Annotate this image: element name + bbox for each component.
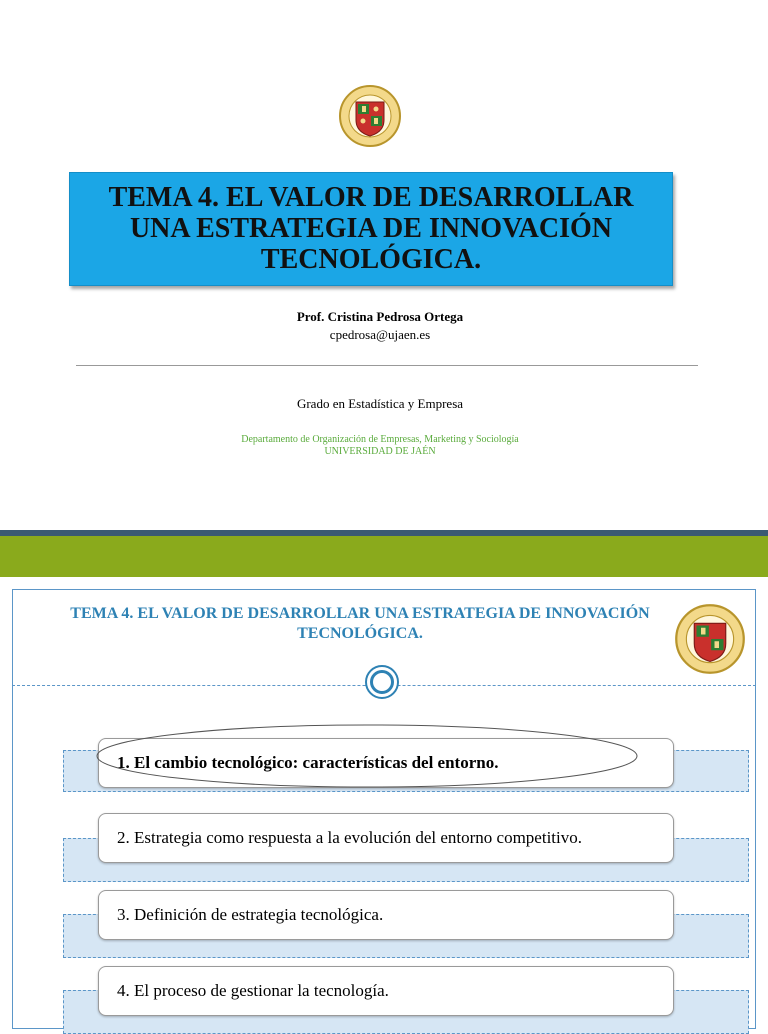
professor-email: cpedrosa@ujaen.es (329, 327, 431, 342)
outline-item-2[interactable] (98, 813, 674, 863)
degree-name: Grado en Estadística y Empresa (296, 396, 464, 411)
separator-band-green (0, 536, 768, 577)
outline-item-label: 2. Estrategia como respuesta a la evolución del entorno competitivo. (117, 828, 582, 847)
outline-item-label: 3. Definición de estrategia tecnológica. (117, 905, 384, 924)
circle-icon (365, 665, 399, 699)
slide-2-title: TEMA 4. EL VALOR DE DESARROLLAR UNA ESTRATEGIA DE INNOVACIÓN TECNOLÓGICA. (70, 605, 650, 642)
professor-name: Prof. Cristina Pedrosa Ortega (296, 309, 464, 324)
outline-item-3[interactable] (98, 890, 674, 940)
university-name: UNIVERSIDAD DE JAÉN (324, 446, 436, 457)
department-name: Departamento de Organización de Empresas, Marketing y Sociología (241, 434, 519, 445)
outline-item-label: 4. El proceso de gestionar la tecnología. (117, 981, 389, 1000)
university-seal-logo (338, 84, 402, 148)
highlight-ellipse (94, 722, 640, 790)
slide-title: TEMA 4. EL VALOR DE DESARROLLAR UNA ESTRATEGIA DE INNOVACIÓN TECNOLÓGICA. (108, 182, 634, 275)
slide-2-frame (12, 589, 756, 1029)
outline-item-4[interactable] (98, 966, 674, 1016)
title-box (69, 172, 673, 286)
university-seal-logo-small (674, 603, 746, 675)
department-block (0, 434, 760, 458)
divider (76, 365, 698, 366)
outline-item-label: 1. El cambio tecnológico: características del entorno. (117, 753, 499, 772)
